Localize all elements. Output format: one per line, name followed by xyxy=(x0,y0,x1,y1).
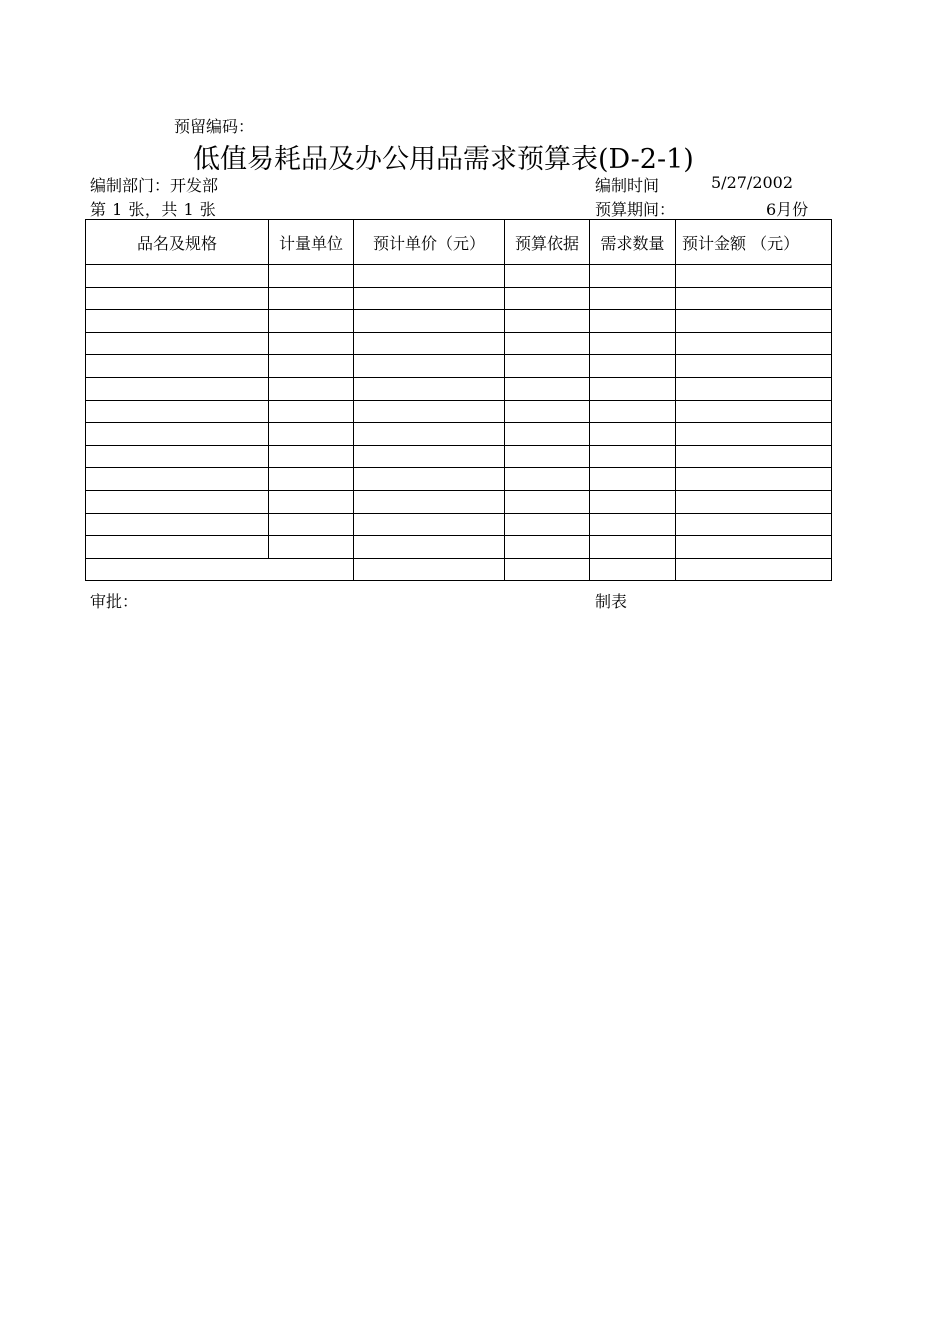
column-header: 预算依据 xyxy=(505,220,590,265)
table-header-row xyxy=(86,220,832,265)
table-cell[interactable] xyxy=(354,287,505,310)
total-cell[interactable] xyxy=(86,558,354,581)
approve-label: 审批： xyxy=(90,592,139,611)
table-cell[interactable] xyxy=(354,468,505,491)
table-cell[interactable] xyxy=(676,265,832,288)
table-cell[interactable] xyxy=(505,513,590,536)
table-cell[interactable] xyxy=(590,468,676,491)
column-header: 预计金额 （元） xyxy=(676,220,832,265)
table-cell[interactable] xyxy=(676,536,832,559)
table-cell[interactable] xyxy=(269,265,354,288)
table-cell[interactable] xyxy=(269,423,354,446)
table-cell[interactable] xyxy=(86,287,269,310)
total-cell[interactable] xyxy=(676,558,832,581)
table-cell[interactable] xyxy=(86,423,269,446)
table-cell[interactable] xyxy=(354,490,505,513)
budget-period-value: 6月份 xyxy=(766,200,809,219)
table-cell[interactable] xyxy=(505,400,590,423)
table-cell[interactable] xyxy=(86,400,269,423)
department-label: 编制部门：开发部 xyxy=(90,176,219,195)
sheet-count-label: 第 1 张，共 1 张 xyxy=(90,200,217,219)
table-row xyxy=(86,423,832,446)
table-cell[interactable] xyxy=(354,332,505,355)
page-title: 低值易耗品及办公用品需求预算表(D-2-1) xyxy=(193,144,694,175)
table-cell[interactable] xyxy=(354,310,505,333)
table-cell[interactable] xyxy=(676,490,832,513)
table-cell[interactable] xyxy=(354,536,505,559)
table-cell[interactable] xyxy=(269,513,354,536)
table-cell[interactable] xyxy=(590,513,676,536)
table-row xyxy=(86,355,832,378)
table-row xyxy=(86,468,832,491)
table-cell[interactable] xyxy=(590,332,676,355)
table-row xyxy=(86,377,832,400)
table-cell[interactable] xyxy=(590,536,676,559)
table-row xyxy=(86,513,832,536)
table-row xyxy=(86,490,832,513)
table-cell[interactable] xyxy=(676,355,832,378)
table-cell[interactable] xyxy=(354,400,505,423)
compile-time-label: 编制时间 xyxy=(595,176,660,195)
column-header: 预计单价（元） xyxy=(354,220,505,265)
table-cell[interactable] xyxy=(86,513,269,536)
table-cell[interactable] xyxy=(269,490,354,513)
table-cell[interactable] xyxy=(86,332,269,355)
table-row xyxy=(86,310,832,333)
budget-period-label: 预算期间： xyxy=(595,200,676,219)
total-cell[interactable] xyxy=(505,558,590,581)
table-cell[interactable] xyxy=(676,513,832,536)
table-cell[interactable] xyxy=(676,468,832,491)
column-header: 计量单位 xyxy=(269,220,354,265)
compile-time-value: 5/27/2002 xyxy=(711,173,794,192)
table-cell[interactable] xyxy=(590,445,676,468)
table-cell[interactable] xyxy=(505,468,590,491)
maker-label: 制表 xyxy=(595,592,628,611)
table-cell[interactable] xyxy=(269,468,354,491)
table-cell[interactable] xyxy=(505,355,590,378)
budget-table xyxy=(85,219,832,581)
total-cell[interactable] xyxy=(354,558,505,581)
table-cell[interactable] xyxy=(676,400,832,423)
table-cell[interactable] xyxy=(676,377,832,400)
table-cell[interactable] xyxy=(86,265,269,288)
table-cell[interactable] xyxy=(86,355,269,378)
table-cell[interactable] xyxy=(590,490,676,513)
table-row xyxy=(86,445,832,468)
table-cell[interactable] xyxy=(269,377,354,400)
table-cell[interactable] xyxy=(354,355,505,378)
table-row xyxy=(86,332,832,355)
table-cell[interactable] xyxy=(269,400,354,423)
table-row xyxy=(86,536,832,559)
table-cell[interactable] xyxy=(505,332,590,355)
total-cell[interactable] xyxy=(590,558,676,581)
table-row xyxy=(86,265,832,288)
table-cell[interactable] xyxy=(590,265,676,288)
table-cell[interactable] xyxy=(505,536,590,559)
table-cell[interactable] xyxy=(505,377,590,400)
table-cell[interactable] xyxy=(590,355,676,378)
table-cell[interactable] xyxy=(354,423,505,446)
table-cell[interactable] xyxy=(354,445,505,468)
column-header: 品名及规格 xyxy=(86,220,269,265)
table-cell[interactable] xyxy=(86,310,269,333)
table-cell[interactable] xyxy=(590,423,676,446)
column-header: 需求数量 xyxy=(590,220,676,265)
table-cell[interactable] xyxy=(269,287,354,310)
table-cell[interactable] xyxy=(590,400,676,423)
table-cell[interactable] xyxy=(86,490,269,513)
table-cell[interactable] xyxy=(269,332,354,355)
table-cell[interactable] xyxy=(676,310,832,333)
total-row xyxy=(86,558,832,581)
table-cell[interactable] xyxy=(676,445,832,468)
table-cell[interactable] xyxy=(505,265,590,288)
table-cell[interactable] xyxy=(354,265,505,288)
table-cell[interactable] xyxy=(590,310,676,333)
table-row xyxy=(86,287,832,310)
table-cell[interactable] xyxy=(505,287,590,310)
table-cell[interactable] xyxy=(505,490,590,513)
table-cell[interactable] xyxy=(269,536,354,559)
table-cell[interactable] xyxy=(354,513,505,536)
table-cell[interactable] xyxy=(86,468,269,491)
table-cell[interactable] xyxy=(676,287,832,310)
table-cell[interactable] xyxy=(86,377,269,400)
table-cell[interactable] xyxy=(505,445,590,468)
table-cell[interactable] xyxy=(269,310,354,333)
table-cell[interactable] xyxy=(86,445,269,468)
table-cell[interactable] xyxy=(269,445,354,468)
reserve-code-label: 预留编码： xyxy=(174,117,255,136)
table-cell[interactable] xyxy=(354,377,505,400)
table-cell[interactable] xyxy=(505,423,590,446)
table-cell[interactable] xyxy=(86,536,269,559)
table-cell[interactable] xyxy=(590,377,676,400)
table-cell[interactable] xyxy=(590,287,676,310)
table-cell[interactable] xyxy=(676,423,832,446)
table-row xyxy=(86,400,832,423)
table-cell[interactable] xyxy=(505,310,590,333)
table-cell[interactable] xyxy=(676,332,832,355)
table-cell[interactable] xyxy=(269,355,354,378)
